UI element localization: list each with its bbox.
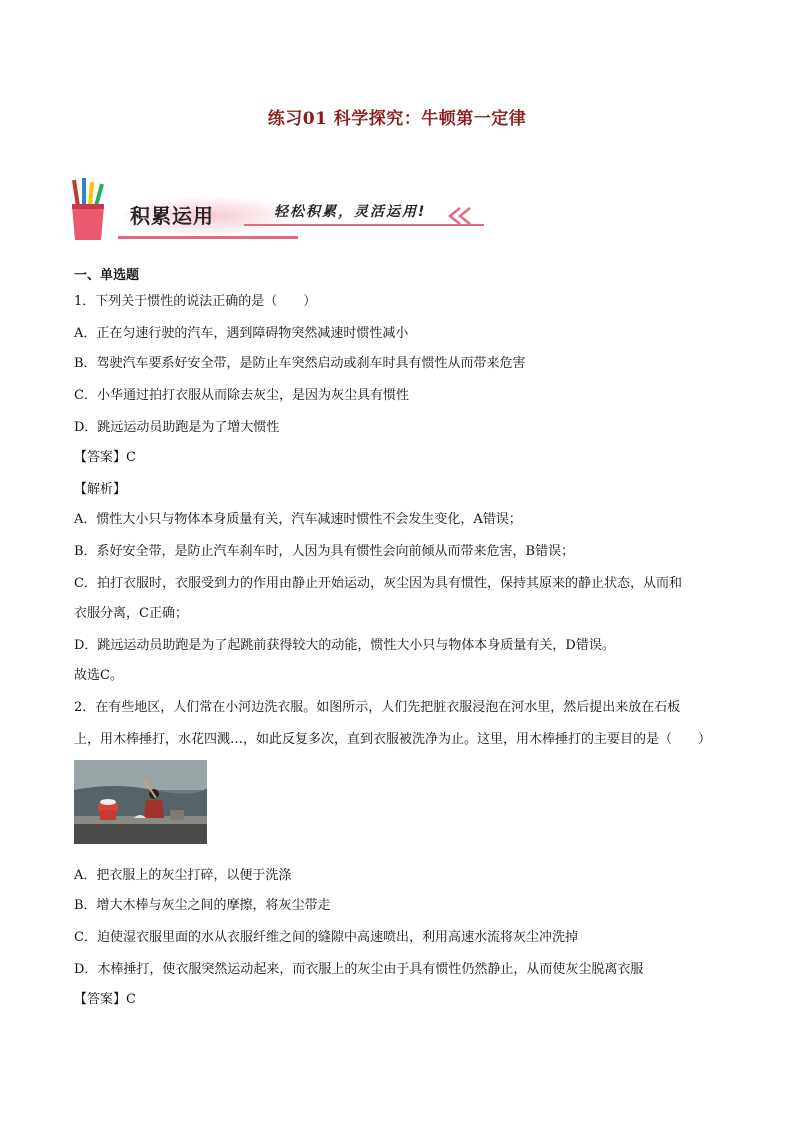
- question-1-analysis-line: 衣服分离，C正确；: [74, 606, 188, 621]
- banner-slogan: 轻松积累，灵活运用!: [274, 204, 427, 220]
- question-1-analysis-label: 【解析】: [74, 482, 127, 497]
- question-1-option-c: C．小华通过拍打衣服从而除去灰尘，是因为灰尘具有惯性: [74, 388, 409, 403]
- question-2-answer: 【答案】C: [74, 992, 136, 1007]
- question-1-conclusion: 故选C。: [74, 668, 123, 683]
- question-2-option-d: D．木棒捶打，使衣服突然运动起来，而衣服上的灰尘由于具有惯性仍然静止，从而使灰尘脱离衣服: [74, 962, 644, 977]
- double-arrow-left-icon: [446, 206, 486, 226]
- page-title: 练习01 科学探究：牛顿第一定律: [267, 109, 527, 129]
- question-1-option-b: B．驾驶汽车要系好安全带，是防止车突然启动或刹车时具有惯性从而带来危害: [74, 356, 526, 371]
- question-2-option-b: B．增大木棒与灰尘之间的摩擦，将灰尘带走: [74, 898, 331, 913]
- banner-label: 积累运用: [130, 204, 214, 228]
- question-2-stem-line: 上，用木棒捶打，水花四溅…，如此反复多次，直到衣服被洗净为止。这里，用木棒捶打的主要目的是（ ）: [74, 732, 712, 747]
- question-1-stem: 1．下列关于惯性的说法正确的是（ ）: [74, 294, 317, 309]
- section-banner: [68, 176, 488, 244]
- question-1-analysis-line: D．跳远运动员助跑是为了起跳前获得较大的动能，惯性大小只与物体本身质量有关，D错误。: [74, 638, 615, 653]
- section-heading: 一、单选题: [74, 268, 140, 283]
- question-2-stem-line: 2．在有些地区，人们常在小河边洗衣服。如图所示，人们先把脏衣服浸泡在河水里，然后提出来放在石板: [74, 700, 681, 715]
- question-1-analysis-line: B．系好安全带，是防止汽车刹车时，人因为具有惯性会向前倾从而带来危害，B错误；: [74, 544, 575, 559]
- pencil-cup-icon: [68, 176, 108, 242]
- washing-clothes-photo: [74, 760, 207, 844]
- question-2-option-c: C．迫使湿衣服里面的水从衣服纤维之间的缝隙中高速喷出，利用高速水流将灰尘冲洗掉: [74, 930, 578, 945]
- question-1-option-d: D．跳远运动员助跑是为了增大惯性: [74, 420, 280, 435]
- question-2-option-a: A．把衣服上的灰尘打碎，以便于洗涤: [74, 868, 292, 883]
- question-1-answer: 【答案】C: [74, 450, 136, 465]
- question-1-option-a: A．正在匀速行驶的汽车，遇到障碍物突然减速时惯性减小: [74, 326, 409, 341]
- question-1-analysis-line: C．拍打衣服时，衣服受到力的作用由静止开始运动，灰尘因为具有惯性，保持其原来的静止状态，从而和: [74, 576, 682, 591]
- question-1-analysis-line: A．惯性大小只与物体本身质量有关，汽车减速时惯性不会发生变化，A错误；: [74, 512, 522, 527]
- banner-label-pill: [118, 196, 298, 239]
